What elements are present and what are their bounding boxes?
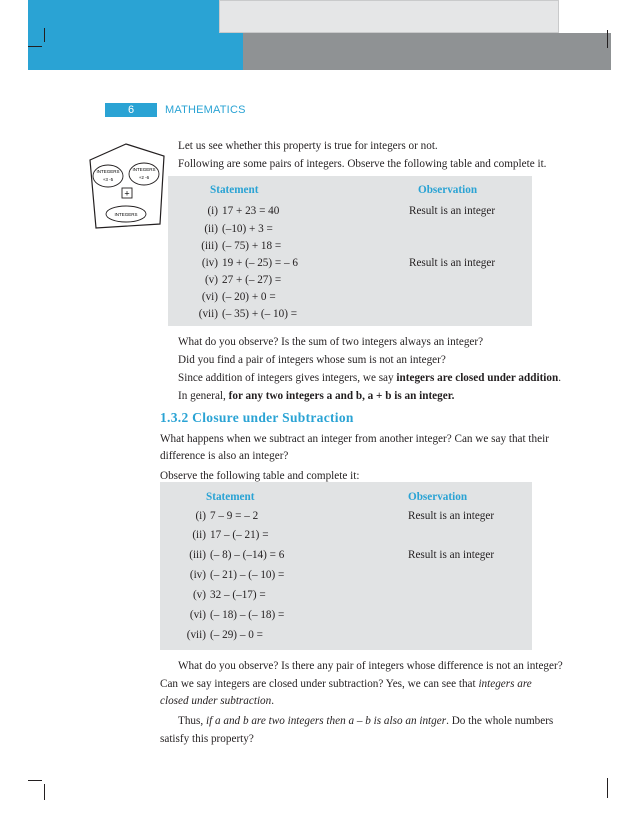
row-label: (iv) [201,257,218,269]
row-statement: (– 75) + 18 = [222,240,282,252]
section-para-line-1: What happens when we subtract an integer from another integer? Can we say that their [160,433,549,445]
row-observation: Result is an integer [409,205,496,217]
row-statement: 32 – (–17) = [210,589,266,601]
closing-line-3-italic: closed under subtraction [160,695,272,707]
general-text: In general, [178,390,229,402]
row-statement: 7 – 9 = – 2 [210,510,259,522]
closing-line-4-italic: if a and b are two integers then a – b is also an intger [205,715,447,727]
row-label: (i) [195,510,206,522]
table-row [160,608,532,622]
row-observation: Result is an integer [408,549,495,561]
crop-mark [44,784,45,800]
table-row [168,290,532,304]
plus-icon: + [124,188,130,199]
crop-mark [28,780,42,781]
row-label: (i) [207,205,218,217]
closing-line-3-period: . [271,695,275,707]
row-label: (v) [192,589,206,601]
row-statement: 17 – (– 21) = [210,529,269,541]
row-label: (v) [204,274,218,286]
closure-period: . [558,372,562,384]
table-row [160,509,532,523]
closing-line-2-text: Can we say integers are closed under subtraction? Yes, we can see that [160,678,479,690]
crop-mark [607,778,608,798]
integers-illustration [86,140,168,232]
table-row [160,528,532,542]
table-row [168,239,532,253]
row-statement: (– 21) – (– 10) = [210,569,285,581]
closing-line-4 [178,714,553,729]
right-bubble-values: +2 -6 [138,175,150,180]
bottom-bubble-label: INTEGERS [114,212,138,217]
addition-table [168,176,532,326]
row-label: (vii) [198,308,218,320]
section-para-2: Observe the following table and complete it: [160,470,360,482]
top-banner-blue [28,0,243,70]
closure-text: Since addition of integers gives integers, we say [178,372,397,384]
row-label: (vii) [186,629,206,641]
row-statement: (– 20) + 0 = [222,291,276,303]
table-row [160,568,532,582]
left-bubble-label: INTEGERS [96,169,120,174]
row-label: (iii) [201,240,218,252]
row-label: (vi) [189,609,206,621]
table-row [168,222,532,236]
table1-header-observation: Observation [418,184,478,196]
subtraction-table [160,482,532,650]
row-statement: 27 + (– 27) = [222,274,282,286]
question-line-2: Did you find a pair of integers whose sum is not an integer? [178,354,446,366]
closing-line-2 [160,677,532,692]
row-statement: (– 8) – (–14) = 6 [210,549,285,561]
right-bubble-label: INTEGERS [132,167,156,172]
row-statement: (– 35) + (– 10) = [222,308,298,320]
left-bubble-values: +3 -5 [102,177,114,182]
closing-line-3 [160,694,274,709]
row-label: (ii) [192,529,206,541]
closing-line-4-tail: . Do the whole numbers [446,715,554,727]
intro-line-2: Following are some pairs of integers. Observe the following table and complete it. [178,158,547,170]
row-label: (iv) [189,569,206,581]
closure-bold: integers are closed under addition [396,372,559,384]
closing-line-4-text: Thus, [178,715,206,727]
top-banner-gray [243,33,611,70]
intro-line-1: Let us see whether this property is true for integers or not. [178,140,438,152]
row-statement: (– 18) – (– 18) = [210,609,285,621]
closing-line-1: What do you observe? Is there any pair of integers whose difference is not an integer? [178,660,563,672]
table1-header-statement: Statement [210,184,259,196]
row-statement: 19 + (– 25) = – 6 [222,257,299,269]
row-observation: Result is an integer [409,257,496,269]
closing-line-5: satisfy this property? [160,733,254,745]
question-line-1: What do you observe? Is the sum of two integers always an integer? [178,336,484,348]
section-heading: 1.3.2 Closure under Subtraction [160,410,354,425]
table-row [168,256,532,270]
crop-mark [607,30,608,48]
table-row [168,307,532,321]
table-row [168,273,532,287]
closing-line-2-italic: integers are [478,678,532,690]
table-row [160,628,532,642]
closure-statement [178,371,561,386]
table-row [160,588,532,602]
table-row [160,548,532,562]
page-number: 6 [105,103,157,117]
table2-header-statement: Statement [206,491,255,503]
row-statement: (– 29) – 0 = [210,629,263,641]
crop-mark [28,46,42,47]
row-statement: (–10) + 3 = [222,223,273,235]
general-statement [178,389,454,404]
top-banner-box [219,0,559,33]
general-bold: for any two integers a and b, a + b is an integer. [228,390,455,402]
table2-header-observation: Observation [408,491,468,503]
running-title: MATHEMATICS [165,104,246,116]
row-observation: Result is an integer [408,510,495,522]
section-para-line-2: difference is also an integer? [160,450,289,462]
row-label: (iii) [189,549,206,561]
crop-mark [44,28,45,42]
table-row [168,204,532,218]
row-label: (ii) [204,223,218,235]
row-statement: 17 + 23 = 40 [222,205,280,217]
row-label: (vi) [201,291,218,303]
